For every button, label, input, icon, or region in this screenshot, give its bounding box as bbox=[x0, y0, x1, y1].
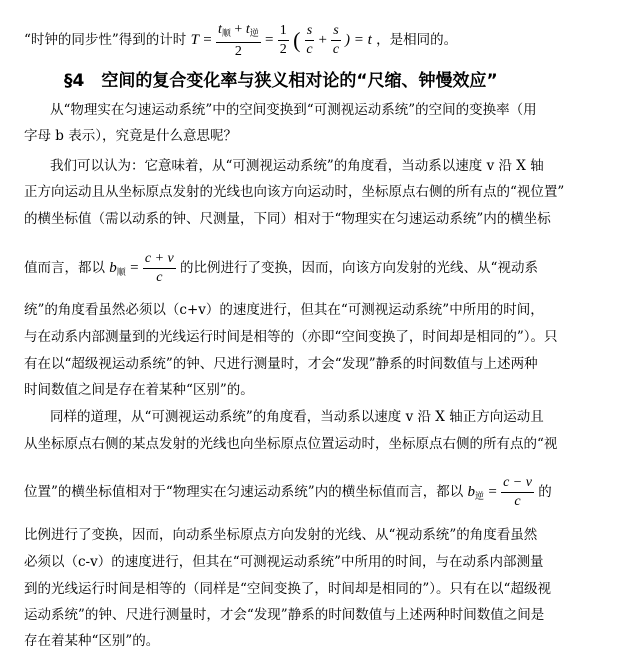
fraction-t-sum: $\frac{t_顺 + t_逆}{2}$ bbox=[218, 21, 259, 59]
b-forward: $b_顺$ bbox=[109, 260, 126, 277]
formula-eq: = bbox=[203, 32, 212, 48]
p1-line-2: 字母 b 表示），究竟是什么意思呢？ bbox=[24, 128, 237, 144]
b-backward: $b_逆$ bbox=[467, 484, 485, 501]
p2-line-1: 我们可以认为：它意味着，从“可测视运动系统”的角度看，当动系以速度 v 沿 X 轴 bbox=[50, 158, 544, 174]
p1-line-1: 从“物理实在匀速运动系统”中的空间变换到“可测视运动系统”的空间的变换率（用 bbox=[50, 102, 537, 118]
p2-line-2: 正方向运动且从坐标原点发射的光线也向该方向运动时，坐标原点右侧的所有点的“视位置” bbox=[24, 184, 565, 200]
p3-line-7: 运动系统”的钟、尺进行测量时，才会“发现”静系的时间数值与上述两种时间数值之间是 bbox=[24, 607, 545, 623]
p3-line-6: 到的光线运行时间是相等的（同样是“空间变换了，时间却是相同的”）。只有在以“超级视 bbox=[24, 581, 551, 597]
fraction-half: $\frac{1}{2}$ bbox=[279, 23, 287, 57]
p2-line-5: 统”的角度看虽然必须以（c+v）的速度进行，但其在“可测视运动系统”中所用的时间， bbox=[24, 302, 544, 318]
formula-T: T bbox=[190, 32, 199, 48]
formula-line-1: “时钟的同步性”得到的计时 T = $\frac{t_顺 + t_逆}{2}$ = $\frac{1}{2}$ ( $\frac{s}{c}$ + $\frac{s}{c}$ ) = t ，是相同的。 bbox=[24, 21, 458, 59]
formula-suffix: ，是相同的。 bbox=[376, 32, 458, 48]
section-heading: §4 空间的复合变化率与狭义相对论的“尺缩、钟慢效应” bbox=[64, 71, 498, 91]
fraction-s-c-2: $\frac{s}{c}$ bbox=[332, 23, 340, 57]
p3-line-8: 存在着某种“区别”的。 bbox=[24, 633, 160, 649]
p3-line-2: 从坐标原点右侧的某点发射的光线也向坐标原点位置运动时，坐标原点右侧的所有点的“视 bbox=[24, 436, 558, 452]
p3-line-4: 比例进行了变换，因而，向动系坐标原点方向发射的光线、从“视动系统”的角度看虽然 bbox=[24, 527, 538, 543]
p2-line-3: 的横坐标值（需以动系的钟、尺测量，下同）相对于“物理实在匀速运动系统”内的横坐标 bbox=[24, 211, 551, 227]
p2-line-7: 有在以“超级视运动系统”的钟、尺进行测量时，才会“发现”静系的时间数值与上述两种 bbox=[24, 356, 538, 372]
p2-line-4: 值而言，都以 $b_顺$ = $\frac{c + v}{c}$ 的比例进行了变换，因而，向该方向发射的光线、从“视动系 bbox=[24, 251, 538, 285]
p3-line-5: 必须以（c-v）的速度进行，但其在“可测视运动系统”中所用的时间，与在动系内部测量 bbox=[24, 554, 544, 570]
p2-line-8: 时间数值之间是存在着某种“区别”的。 bbox=[24, 382, 254, 398]
p3-line-3: 位置”的横坐标值相对于“物理实在匀速运动系统”内的横坐标值而言，都以 $b_逆$ = $\frac{c - v}{c}$ 的 bbox=[24, 475, 552, 509]
fraction-c-minus-v: $\frac{c - v}{c}$ bbox=[503, 475, 532, 509]
fraction-c-plus-v: $\frac{c + v}{c}$ bbox=[144, 251, 174, 285]
formula-prefix: “时钟的同步性”得到的计时 bbox=[24, 32, 187, 48]
p2-line-6: 与在动系内部测量到的光线运行时间是相等的（亦即“空间变换了，时间却是相同的”）。只 bbox=[24, 329, 558, 345]
formula-result: ) = t bbox=[344, 32, 372, 48]
p3-line-1: 同样的道理，从“可测视运动系统”的角度看，当动系以速度 v 沿 X 轴正方向运动且 bbox=[50, 409, 544, 425]
fraction-s-c-1: $\frac{s}{c}$ bbox=[306, 23, 313, 57]
